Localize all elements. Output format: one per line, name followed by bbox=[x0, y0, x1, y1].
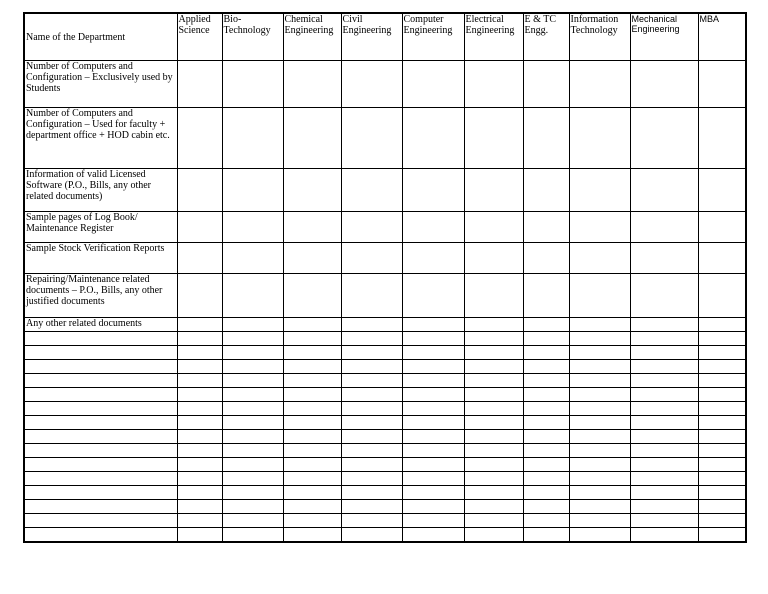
empty-cell bbox=[341, 388, 402, 402]
empty-cell bbox=[177, 346, 222, 360]
empty-cell bbox=[177, 402, 222, 416]
empty-cell bbox=[341, 346, 402, 360]
empty-cell bbox=[222, 500, 283, 514]
empty-table-row bbox=[24, 500, 746, 514]
empty-cell bbox=[402, 416, 464, 430]
empty-cell bbox=[24, 500, 177, 514]
empty-cell bbox=[698, 388, 746, 402]
row-label: Number of Computers and Configuration – Used for faculty + department office + HOD cabin etc. bbox=[24, 108, 177, 169]
empty-cell bbox=[402, 346, 464, 360]
table-row bbox=[24, 108, 746, 169]
empty-cell bbox=[630, 332, 698, 346]
empty-cell bbox=[464, 486, 523, 500]
empty-cell bbox=[523, 514, 569, 528]
table-row bbox=[24, 243, 746, 274]
empty-cell bbox=[24, 374, 177, 388]
empty-cell bbox=[341, 444, 402, 458]
empty-cell bbox=[222, 444, 283, 458]
table-row bbox=[24, 212, 746, 243]
header-civil-engineering: Civil Engineering bbox=[341, 13, 402, 61]
empty-cell bbox=[177, 416, 222, 430]
empty-cell bbox=[341, 332, 402, 346]
empty-cell bbox=[569, 500, 630, 514]
empty-cell bbox=[630, 444, 698, 458]
empty-cell bbox=[177, 528, 222, 543]
empty-cell bbox=[177, 472, 222, 486]
empty-cell bbox=[698, 444, 746, 458]
empty-cell bbox=[283, 514, 341, 528]
empty-cell bbox=[24, 486, 177, 500]
empty-cell bbox=[222, 472, 283, 486]
empty-cell bbox=[24, 416, 177, 430]
empty-cell bbox=[222, 402, 283, 416]
empty-table-row bbox=[24, 430, 746, 444]
empty-cell bbox=[341, 402, 402, 416]
empty-cell bbox=[523, 430, 569, 444]
table-row bbox=[24, 169, 746, 212]
empty-cell bbox=[464, 528, 523, 543]
empty-cell bbox=[698, 360, 746, 374]
empty-table-row bbox=[24, 514, 746, 528]
row-label: Sample Stock Verification Reports bbox=[24, 243, 177, 274]
empty-cell bbox=[523, 472, 569, 486]
empty-cell bbox=[341, 486, 402, 500]
empty-table-row bbox=[24, 528, 746, 543]
empty-table-row bbox=[24, 472, 746, 486]
empty-cell bbox=[283, 416, 341, 430]
empty-cell bbox=[341, 500, 402, 514]
row-label: Number of Computers and Configuration – Exclusively used by Students bbox=[24, 61, 177, 108]
header-e-tc-engg: E & TC Engg. bbox=[523, 13, 569, 61]
table-row bbox=[24, 61, 746, 108]
empty-cell bbox=[523, 388, 569, 402]
empty-cell bbox=[283, 472, 341, 486]
empty-cell bbox=[341, 360, 402, 374]
empty-table-row bbox=[24, 444, 746, 458]
empty-cell bbox=[630, 486, 698, 500]
empty-cell bbox=[222, 416, 283, 430]
empty-cell bbox=[464, 360, 523, 374]
empty-cell bbox=[341, 416, 402, 430]
empty-cell bbox=[464, 374, 523, 388]
table-body bbox=[24, 61, 746, 543]
empty-cell bbox=[177, 486, 222, 500]
empty-cell bbox=[283, 332, 341, 346]
empty-cell bbox=[24, 332, 177, 346]
empty-cell bbox=[630, 430, 698, 444]
empty-cell bbox=[464, 500, 523, 514]
empty-cell bbox=[222, 528, 283, 543]
empty-cell bbox=[698, 514, 746, 528]
empty-cell bbox=[402, 472, 464, 486]
empty-cell bbox=[402, 388, 464, 402]
empty-cell bbox=[283, 444, 341, 458]
header-chemical-engineering: Chemical Engineering bbox=[283, 13, 341, 61]
empty-cell bbox=[283, 388, 341, 402]
empty-cell bbox=[464, 416, 523, 430]
empty-cell bbox=[630, 458, 698, 472]
empty-cell bbox=[24, 360, 177, 374]
empty-cell bbox=[698, 486, 746, 500]
empty-cell bbox=[698, 430, 746, 444]
empty-cell bbox=[630, 500, 698, 514]
empty-cell bbox=[222, 360, 283, 374]
empty-cell bbox=[283, 360, 341, 374]
empty-cell bbox=[569, 360, 630, 374]
empty-cell bbox=[24, 458, 177, 472]
empty-cell bbox=[24, 388, 177, 402]
empty-cell bbox=[630, 472, 698, 486]
empty-cell bbox=[222, 374, 283, 388]
empty-table-row bbox=[24, 332, 746, 346]
empty-cell bbox=[222, 332, 283, 346]
empty-cell bbox=[523, 486, 569, 500]
empty-cell bbox=[402, 444, 464, 458]
empty-cell bbox=[283, 346, 341, 360]
header-department-name: Name of the Department bbox=[24, 13, 177, 61]
empty-cell bbox=[341, 528, 402, 543]
empty-cell bbox=[24, 528, 177, 543]
empty-cell bbox=[569, 430, 630, 444]
empty-cell bbox=[283, 528, 341, 543]
empty-table-row bbox=[24, 374, 746, 388]
empty-cell bbox=[341, 430, 402, 444]
empty-table-row bbox=[24, 402, 746, 416]
header-information-technology: Information Technology bbox=[569, 13, 630, 61]
empty-cell bbox=[464, 402, 523, 416]
header-row bbox=[24, 13, 746, 61]
empty-cell bbox=[222, 346, 283, 360]
empty-cell bbox=[698, 472, 746, 486]
empty-cell bbox=[402, 514, 464, 528]
empty-cell bbox=[283, 430, 341, 444]
empty-table-row bbox=[24, 486, 746, 500]
empty-cell bbox=[523, 416, 569, 430]
empty-cell bbox=[698, 458, 746, 472]
empty-cell bbox=[630, 388, 698, 402]
empty-cell bbox=[630, 528, 698, 543]
table-row bbox=[24, 274, 746, 318]
empty-cell bbox=[24, 514, 177, 528]
empty-cell bbox=[630, 416, 698, 430]
empty-cell bbox=[630, 360, 698, 374]
empty-cell bbox=[283, 486, 341, 500]
empty-cell bbox=[569, 416, 630, 430]
empty-cell bbox=[177, 444, 222, 458]
empty-cell bbox=[630, 346, 698, 360]
header-mechanical-engineering: Mechanical Engineering bbox=[630, 13, 698, 61]
empty-cell bbox=[630, 402, 698, 416]
empty-cell bbox=[177, 500, 222, 514]
empty-table-row bbox=[24, 458, 746, 472]
row-label: Information of valid Licensed Software (P.O., Bills, any other related documents) bbox=[24, 169, 177, 212]
empty-cell bbox=[402, 528, 464, 543]
empty-cell bbox=[630, 374, 698, 388]
empty-cell bbox=[698, 374, 746, 388]
table-row bbox=[24, 318, 746, 332]
department-documents-table bbox=[23, 12, 747, 543]
empty-cell bbox=[24, 444, 177, 458]
empty-cell bbox=[464, 472, 523, 486]
empty-cell bbox=[341, 374, 402, 388]
empty-cell bbox=[402, 402, 464, 416]
empty-cell bbox=[283, 374, 341, 388]
row-label: Repairing/Maintenance related documents – P.O., Bills, any other justified documents bbox=[24, 274, 177, 318]
empty-table-row bbox=[24, 360, 746, 374]
empty-cell bbox=[698, 346, 746, 360]
header-applied-science: Applied Science bbox=[177, 13, 222, 61]
empty-cell bbox=[698, 500, 746, 514]
empty-table-row bbox=[24, 346, 746, 360]
empty-cell bbox=[402, 430, 464, 444]
empty-cell bbox=[569, 374, 630, 388]
empty-cell bbox=[569, 458, 630, 472]
empty-cell bbox=[569, 346, 630, 360]
empty-cell bbox=[402, 458, 464, 472]
empty-cell bbox=[177, 360, 222, 374]
empty-cell bbox=[177, 430, 222, 444]
empty-cell bbox=[283, 500, 341, 514]
empty-cell bbox=[464, 346, 523, 360]
empty-cell bbox=[177, 458, 222, 472]
empty-cell bbox=[24, 472, 177, 486]
empty-cell bbox=[464, 332, 523, 346]
row-label: Any other related documents bbox=[24, 318, 177, 332]
empty-cell bbox=[222, 514, 283, 528]
empty-cell bbox=[341, 514, 402, 528]
empty-cell bbox=[569, 444, 630, 458]
empty-cell bbox=[283, 402, 341, 416]
header-electrical-engineering: Electrical Engineering bbox=[464, 13, 523, 61]
empty-cell bbox=[569, 472, 630, 486]
empty-cell bbox=[24, 430, 177, 444]
header-computer-engineering: Computer Engineering bbox=[402, 13, 464, 61]
empty-cell bbox=[402, 486, 464, 500]
empty-cell bbox=[464, 458, 523, 472]
empty-cell bbox=[523, 374, 569, 388]
row-label: Sample pages of Log Book/ Maintenance Register bbox=[24, 212, 177, 243]
empty-cell bbox=[523, 500, 569, 514]
empty-cell bbox=[569, 486, 630, 500]
empty-cell bbox=[177, 514, 222, 528]
empty-cell bbox=[523, 458, 569, 472]
empty-cell bbox=[569, 528, 630, 543]
empty-cell bbox=[402, 374, 464, 388]
empty-cell bbox=[341, 458, 402, 472]
empty-cell bbox=[523, 360, 569, 374]
empty-cell bbox=[402, 500, 464, 514]
empty-cell bbox=[569, 402, 630, 416]
empty-cell bbox=[569, 388, 630, 402]
empty-cell bbox=[222, 388, 283, 402]
header-mba: MBA bbox=[698, 13, 746, 61]
empty-table-row bbox=[24, 416, 746, 430]
empty-cell bbox=[523, 332, 569, 346]
empty-cell bbox=[283, 458, 341, 472]
empty-cell bbox=[698, 332, 746, 346]
empty-cell bbox=[523, 444, 569, 458]
empty-cell bbox=[630, 514, 698, 528]
empty-cell bbox=[523, 402, 569, 416]
empty-cell bbox=[698, 528, 746, 543]
empty-cell bbox=[222, 430, 283, 444]
empty-cell bbox=[698, 402, 746, 416]
empty-cell bbox=[24, 346, 177, 360]
empty-cell bbox=[464, 514, 523, 528]
empty-cell bbox=[341, 472, 402, 486]
empty-cell bbox=[402, 360, 464, 374]
empty-cell bbox=[523, 528, 569, 543]
empty-table-row bbox=[24, 388, 746, 402]
empty-cell bbox=[569, 332, 630, 346]
empty-cell bbox=[569, 514, 630, 528]
empty-cell bbox=[523, 346, 569, 360]
empty-cell bbox=[222, 486, 283, 500]
empty-cell bbox=[402, 332, 464, 346]
empty-cell bbox=[464, 430, 523, 444]
empty-cell bbox=[464, 388, 523, 402]
empty-cell bbox=[177, 332, 222, 346]
empty-cell bbox=[177, 388, 222, 402]
header-bio-technology: Bio-Technology bbox=[222, 13, 283, 61]
empty-cell bbox=[222, 458, 283, 472]
empty-cell bbox=[24, 402, 177, 416]
empty-cell bbox=[177, 374, 222, 388]
empty-cell bbox=[464, 444, 523, 458]
empty-cell bbox=[698, 416, 746, 430]
